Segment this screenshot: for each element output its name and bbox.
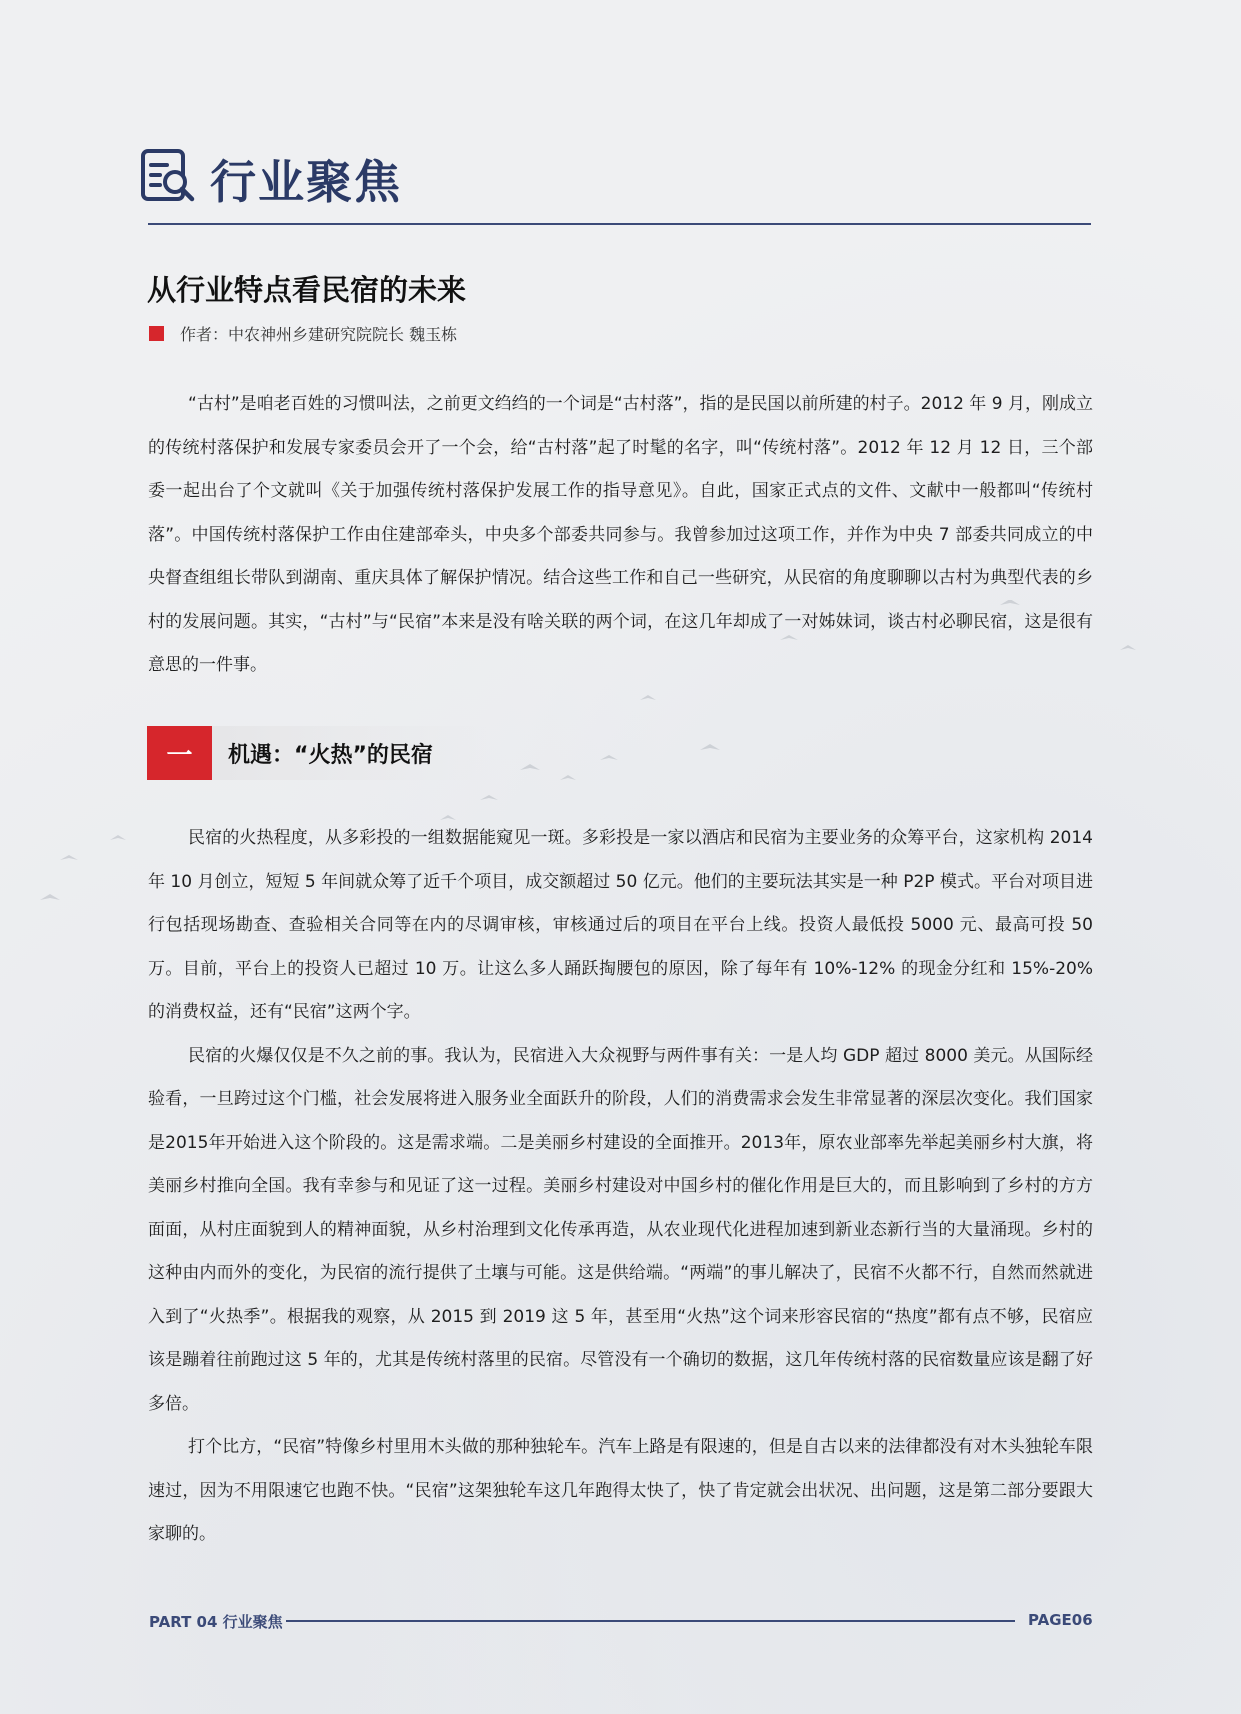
section-title: 行业聚焦 <box>210 155 402 209</box>
paragraph: 打个比方，“民宿”特像乡村里用木头做的那种独轮车。汽车上路是有限速的，但是自古以来的法律都没有对木头独轮车限速过，因为不用限速它也跑不快。“民宿”这架独轮车这几年跑得太快了，快了肯定就会出状况、出问题，这是第二部分要跟大家聊的。 <box>148 1437 1093 1544</box>
section-heading <box>147 726 487 780</box>
document-search-icon <box>140 148 198 206</box>
author-row <box>149 322 457 345</box>
article-title: 从行业特点看民宿的未来 <box>147 273 467 307</box>
section-heading-title: 机遇：“火热”的民宿 <box>212 726 487 780</box>
footer-divider <box>286 1620 1015 1622</box>
section-body <box>148 817 1093 1557</box>
footer-part-label: PART 04 行业聚焦 <box>149 1613 283 1631</box>
paragraph: 民宿的火热程度，从多彩投的一组数据能窥见一斑。多彩投是一家以酒店和民宿为主要业务的众筹平台，这家机构 2014 年 10 月创立，短短 5 年间就众筹了近千个项目，成交额超过 50 亿元。他们的主要玩法其实是一种 P2P 模式。平台对项目进行包括现场勘查、查验相关合同等在内的尽调审核，审核通过后的项目在平台上线。投资人最低投 5000 元、最高可投 50 万。目前，平台上的投资人已超过 10 万。让这么多人踊跃掏腰包的原因，除了每年有 10%-12% 的现金分红和 15%-20% 的消费权益，还有“民宿”这两个字。 <box>148 828 1093 1022</box>
author-byline: 作者：中农神州乡建研究院院长 魏玉栋 <box>180 325 458 344</box>
page-number: PAGE06 <box>1028 1611 1093 1629</box>
section-number: 一 <box>147 726 212 780</box>
paragraph: 民宿的火爆仅仅是不久之前的事。我认为，民宿进入大众视野与两件事有关：一是人均 GDP 超过 8000 美元。从国际经验看，一旦跨过这个门槛，社会发展将进入服务业全面跃升的阶段，人们的消费需求会发生非常显著的深层次变化。我们国家是2015年开始进入这个阶段的。这是需求端。二是美丽乡村建设的全面推开。2013年，原农业部率先举起美丽乡村大旗，将美丽乡村推向全国。我有幸参与和见证了这一过程。美丽乡村建设对中国乡村的催化作用是巨大的，而且影响到了乡村的方方面面，从村庄面貌到人的精神面貌，从乡村治理到文化传承再造，从农业现代化进程加速到新业态新行当的大量涌现。乡村的这种由内而外的变化，为民宿的流行提供了土壤与可能。这是供给端。“两端”的事儿解决了，民宿不火都不行，自然而然就进入到了“火热季”。根据我的观察，从 2015 到 2019 这 5 年，甚至用“火热”这个词来形容民宿的“热度”都有点不够，民宿应该是蹦着往前跑过这 5 年的，尤其是传统村落里的民宿。尽管没有一个确切的数据，这几年传统村落的民宿数量应该是翻了好多倍。 <box>148 1045 1093 1414</box>
paragraph: “古村”是咱老百姓的习惯叫法，之前更文绉绉的一个词是“古村落”，指的是民国以前所建的村子。2012 年 9 月，刚成立的传统村落保护和发展专家委员会开了一个会，给“古村落”起了时髦的名字，叫“传统村落”。2012 年 12 月 12 日，三个部委一起出台了个文就叫《关于加强传统村落保护发展工作的指导意见》。自此，国家正式点的文件、文献中一般都叫“传统村落”。中国传统村落保护工作由住建部牵头，中央多个部委共同参与。我曾参加过这项工作，并作为中央 7 部委共同成立的中央督查组组长带队到湖南、重庆具体了解保护情况。结合这些工作和自己一些研究，从民宿的角度聊聊以古村为典型代表的乡村的发展问题。其实，“古村”与“民宿”本来是没有啥关联的两个词，在这几年却成了一对姊妹词，谈古村必聊民宿，这是很有意思的一件事。 <box>148 394 1093 675</box>
header-divider <box>148 223 1091 225</box>
author-marker <box>149 326 164 341</box>
intro-section <box>148 383 1093 688</box>
